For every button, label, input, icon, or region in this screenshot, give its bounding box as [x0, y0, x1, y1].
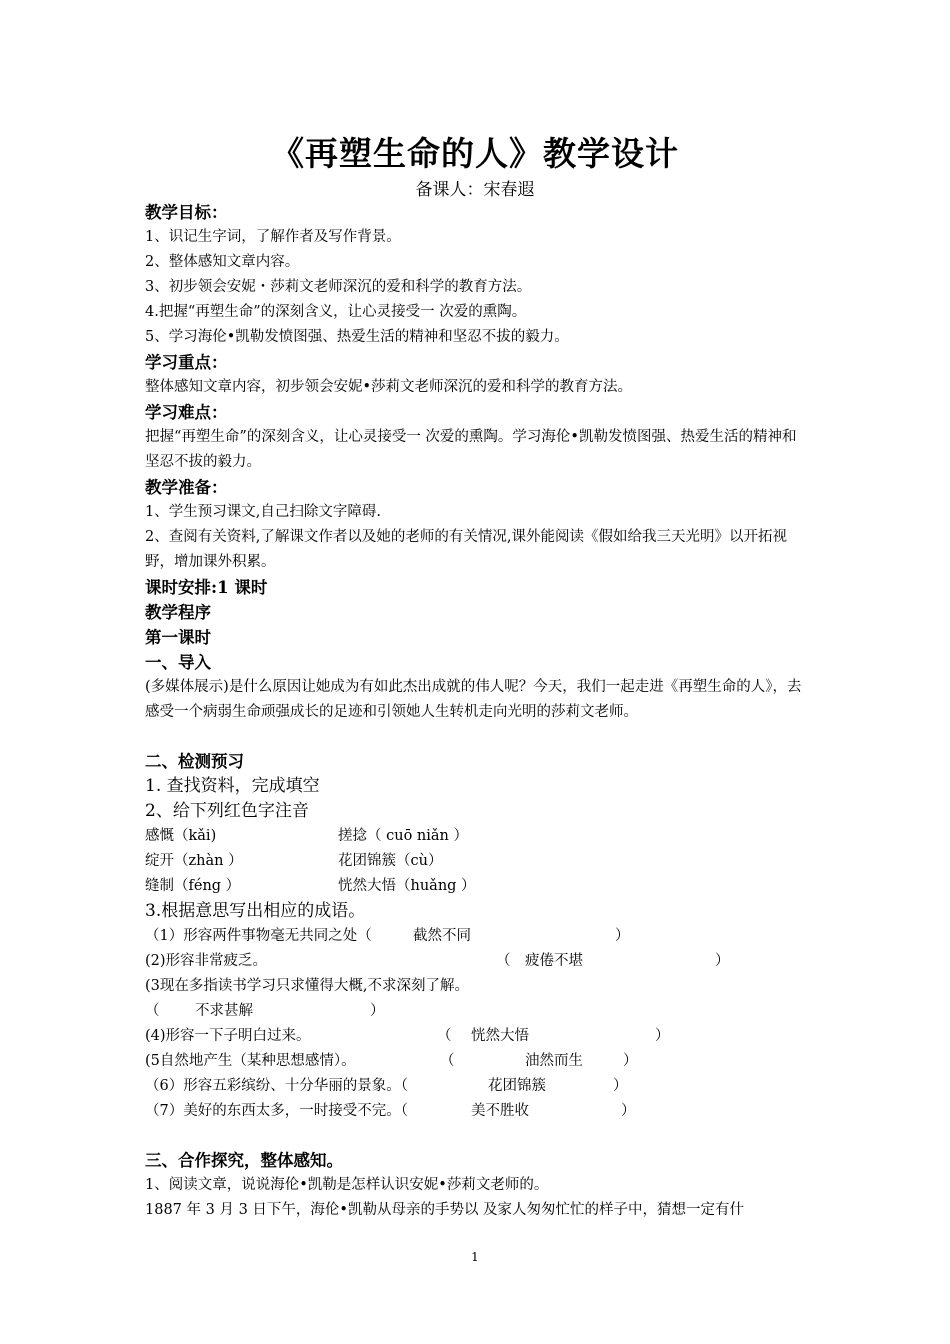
goal-item: 3、初步领会安妮・莎莉文老师深沉的爱和科学的教育方法。 [145, 279, 532, 295]
pinyin-row [145, 849, 810, 874]
idiom-row [145, 924, 810, 949]
preview-item: 2、给下列红色字注音 [145, 801, 309, 821]
intro-heading: 一、导入 [145, 653, 211, 672]
author-line: 备课人：宋春遐 [415, 180, 535, 200]
idiom-open: （ [440, 1053, 455, 1069]
idiom-question: （7）美好的东西太多，一时接受不完。（ [145, 1103, 408, 1119]
spacer [145, 725, 810, 749]
idiom-close: ） [655, 1028, 670, 1044]
idiom-row [145, 949, 810, 974]
difficulty-text: 把握“再塑生命”的深刻含义，让心灵接受一 次爱的熏陶。学习海伦•凯勒发愤图强、热爱生活的精神和坚忍不拔的毅力。 [145, 429, 797, 470]
idiom-question: （1）形容两件事物毫无共同之处（ [145, 928, 372, 944]
idiom-row [145, 1049, 810, 1074]
idiom-question: （6）形容五彩缤纷、十分华丽的景象。（ [145, 1078, 408, 1094]
idiom-answer: 截然不同 [413, 928, 471, 944]
idiom-row [145, 974, 810, 999]
idiom-answer: 美不胜收 [471, 1103, 529, 1119]
idiom-close: ） [613, 1078, 628, 1094]
goal-item: 5、学习海伦•凯勒发愤图强、热爱生活的精神和坚忍不拔的毅力。 [145, 329, 569, 345]
program-heading: 教学程序 [145, 603, 211, 622]
explore-item: 1887 年 3 月 3 日下午，海伦•凯勒从母亲的手势以 及家人匆匆忙忙的样子中，猜想一定有什 [145, 1202, 745, 1218]
idiom-open: （ [437, 1028, 452, 1044]
focus-heading: 学习重点： [145, 353, 228, 372]
pinyin-row [145, 874, 810, 899]
idiom-answer: 恍然大悟 [471, 1028, 529, 1044]
pinyin-cell: 感慨（kǎi) [145, 828, 217, 844]
idiom-close: ） [621, 1103, 636, 1119]
pinyin-row [145, 824, 810, 849]
idiom-question: (4)形容一下子明白过来。 [145, 1028, 311, 1044]
idiom-close: ） [623, 1053, 638, 1069]
idiom-answer: 不求甚解 [195, 1003, 253, 1019]
pinyin-cell: 恍然大悟（huǎng ） [338, 878, 476, 894]
preview-heading: 二、检测预习 [145, 752, 244, 771]
idiom-question: (5自然地产生（某种思想感情）。 [145, 1053, 356, 1069]
pinyin-cell: 花团锦簇（cù） [338, 853, 443, 869]
idiom-close: ） [715, 953, 730, 969]
idiom-open: （ [496, 953, 511, 969]
idiom-close: ） [370, 1003, 385, 1019]
document-body [145, 200, 810, 1223]
explore-heading: 三、合作探究，整体感知。 [145, 1151, 343, 1170]
idiom-row [145, 1074, 810, 1099]
page-number: 1 [471, 1250, 479, 1264]
difficulty-heading: 学习难点： [145, 403, 228, 422]
goals-heading: 教学目标： [145, 203, 228, 222]
idiom-row [145, 999, 810, 1024]
pinyin-cell: 缝制（féng ） [145, 878, 241, 894]
goal-item: 2、整体感知文章内容。 [145, 254, 300, 270]
prep-item: 1、学生预习课文,自己扫除文字障碍. [145, 504, 381, 520]
prep-item: 2、查阅有关资料,了解课文作者以及她的老师的有关情况,课外能阅读《假如给我三天光明》以开拓视野，增加课外积累。 [145, 529, 787, 570]
idiom-question: (2)形容非常疲乏。 [145, 953, 268, 969]
lesson-heading: 第一课时 [145, 628, 211, 647]
idiom-answer: 油然而生 [525, 1053, 583, 1069]
intro-text: (多媒体展示)是什么原因让她成为有如此杰出成就的伟人呢？今天，我们一起走进《再塑生命的人》，去感受一个病弱生命顽强成长的足迹和引领她人生转机走向光明的莎莉文老师。 [145, 679, 802, 720]
idiom-answer: 疲倦不堪 [525, 953, 583, 969]
goal-item: 1、识记生字词，了解作者及写作背景。 [145, 229, 401, 245]
pinyin-cell: 搓捻（ cuō niǎn ） [338, 828, 468, 844]
goal-item: 4.把握“再塑生命”的深刻含义，让心灵接受一 次爱的熏陶。 [145, 304, 527, 320]
preview-item: 3.根据意思写出相应的成语。 [145, 901, 366, 921]
focus-text: 整体感知文章内容，初步领会安妮•莎莉文老师深沉的爱和科学的教育方法。 [145, 379, 633, 395]
document-title: 《再塑生命的人》教学设计 [271, 134, 679, 173]
idiom-row [145, 1024, 810, 1049]
pinyin-cell: 绽开（zhàn ） [145, 853, 243, 869]
prep-heading: 教学准备： [145, 478, 228, 497]
idiom-question: (3现在多指读书学习只求懂得大概,不求深刻了解。 [145, 978, 469, 994]
explore-item: 1、阅读文章，说说海伦•凯勒是怎样认识安妮•莎莉文老师的。 [145, 1177, 549, 1193]
idiom-close: ） [615, 928, 630, 944]
idiom-row [145, 1099, 810, 1124]
schedule-heading: 课时安排:1 课时 [145, 578, 268, 597]
spacer [145, 1124, 810, 1148]
preview-item: 1. 查找资料，完成填空 [145, 776, 320, 796]
idiom-answer: 花团锦簇 [488, 1078, 546, 1094]
idiom-open: （ [145, 1003, 160, 1019]
